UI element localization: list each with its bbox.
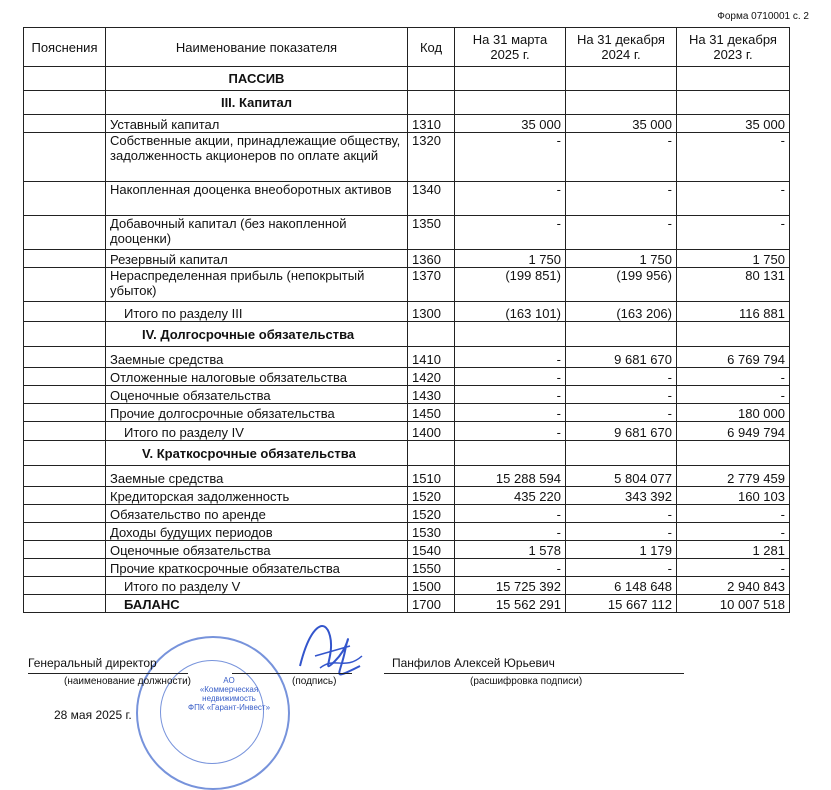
cell-code: 1430 — [408, 386, 455, 404]
cell-code: 1370 — [408, 268, 455, 302]
cell-code: 1420 — [408, 368, 455, 386]
cell-v2: 35 000 — [566, 115, 677, 133]
col-date-1: На 31 марта 2025 г. — [455, 28, 566, 67]
position-caption: (наименование должности) — [64, 676, 192, 687]
signer-name: Панфилов Алексей Юрьевич — [392, 656, 555, 670]
passive-title: ПАССИВ — [106, 67, 408, 91]
cell-v1: 15 725 392 — [455, 577, 566, 595]
cell-v3: 6 949 794 — [677, 422, 790, 441]
cell-name: Резервный капитал — [106, 250, 408, 268]
row-1420 — [24, 368, 790, 386]
signature-scribble — [290, 606, 370, 686]
name-caption: (расшифровка подписи) — [470, 676, 583, 687]
row-1350 — [24, 216, 790, 250]
cell-v2: 1 750 — [566, 250, 677, 268]
row-1430 — [24, 386, 790, 404]
cell-code: 1510 — [408, 466, 455, 487]
cell-v1: - — [455, 182, 566, 216]
cell-v1: 15 562 291 — [455, 595, 566, 613]
signing-date: 28 мая 2025 г. — [54, 708, 132, 722]
liabilities-table — [23, 27, 790, 613]
cell-v1: 35 000 — [455, 115, 566, 133]
cell-v1: 1 578 — [455, 541, 566, 559]
row-1520-lease — [24, 505, 790, 523]
row-1400 — [24, 422, 790, 441]
name-line — [384, 673, 684, 674]
cell-code: 1530 — [408, 523, 455, 541]
cell-code: 1450 — [408, 404, 455, 422]
cell-v1: 15 288 594 — [455, 466, 566, 487]
row-1300 — [24, 302, 790, 322]
cell-v3: 180 000 — [677, 404, 790, 422]
cell-v3: 80 131 — [677, 268, 790, 302]
cell-v3: - — [677, 386, 790, 404]
cell-v1: (199 851) — [455, 268, 566, 302]
cell-v2: 15 667 112 — [566, 595, 677, 613]
form-number: Форма 0710001 с. 2 — [717, 11, 809, 22]
col-date-3: На 31 декабря 2023 г. — [677, 28, 790, 67]
cell-v3: 6 769 794 — [677, 347, 790, 368]
cell-code: 1310 — [408, 115, 455, 133]
cell-name: Прочие долгосрочные обязательства — [106, 404, 408, 422]
cell-v1: - — [455, 347, 566, 368]
cell-v3: - — [677, 505, 790, 523]
cell-code: 1360 — [408, 250, 455, 268]
cell-name: Заемные средства — [106, 466, 408, 487]
cell-v3: 160 103 — [677, 487, 790, 505]
cell-v2: - — [566, 559, 677, 577]
cell-v3: - — [677, 559, 790, 577]
cell-v2: 343 392 — [566, 487, 677, 505]
col-date-2: На 31 декабря 2024 г. — [566, 28, 677, 67]
cell-v3: 1 281 — [677, 541, 790, 559]
cell-code: 1550 — [408, 559, 455, 577]
section-shortterm: V. Краткосрочные обязательства — [106, 441, 408, 466]
passive-title-row — [24, 67, 790, 91]
cell-v2: - — [566, 216, 677, 250]
cell-name: Итого по разделу IV — [106, 422, 408, 441]
cell-v2: (163 206) — [566, 302, 677, 322]
col-name: Наименование показателя — [106, 28, 408, 67]
cell-v1: 435 220 — [455, 487, 566, 505]
cell-name: Итого по разделу III — [106, 302, 408, 322]
cell-v1: 1 750 — [455, 250, 566, 268]
row-1530 — [24, 523, 790, 541]
row-1540 — [24, 541, 790, 559]
cell-name: Прочие краткосрочные обязательства — [106, 559, 408, 577]
cell-v1: - — [455, 559, 566, 577]
cell-v1: - — [455, 505, 566, 523]
cell-v2: - — [566, 133, 677, 182]
section-capital: III. Капитал — [106, 91, 408, 115]
section-shortterm-row — [24, 441, 790, 466]
seal-text: АО «Коммерческая недвижимость ФПК «Гарант-Инвест» — [187, 676, 271, 712]
cell-v3: - — [677, 216, 790, 250]
cell-v3: 10 007 518 — [677, 595, 790, 613]
cell-v2: 5 804 077 — [566, 466, 677, 487]
cell-name: Собственные акции, принадлежащие обществу, задолженность акционеров по оплате акций — [106, 133, 408, 182]
signer-position: Генеральный директор — [28, 656, 157, 670]
cell-v2: 1 179 — [566, 541, 677, 559]
row-1360 — [24, 250, 790, 268]
cell-v1: - — [455, 422, 566, 441]
cell-name: Обязательство по аренде — [106, 505, 408, 523]
cell-v3: - — [677, 133, 790, 182]
cell-v2: - — [566, 523, 677, 541]
cell-name: Заемные средства — [106, 347, 408, 368]
cell-v3: 116 881 — [677, 302, 790, 322]
row-1340 — [24, 182, 790, 216]
cell-name: Оценочные обязательства — [106, 541, 408, 559]
cell-v1: - — [455, 404, 566, 422]
cell-code: 1700 — [408, 595, 455, 613]
cell-code: 1540 — [408, 541, 455, 559]
cell-code: 1340 — [408, 182, 455, 216]
row-1370 — [24, 268, 790, 302]
section-longterm: IV. Долгосрочные обязательства — [106, 322, 408, 347]
cell-code: 1400 — [408, 422, 455, 441]
row-1700 — [24, 595, 790, 613]
cell-v3: 2 779 459 — [677, 466, 790, 487]
row-1450 — [24, 404, 790, 422]
cell-code: 1320 — [408, 133, 455, 182]
row-1410 — [24, 347, 790, 368]
cell-code: 1500 — [408, 577, 455, 595]
section-longterm-row — [24, 322, 790, 347]
cell-code: 1300 — [408, 302, 455, 322]
cell-v2: 6 148 648 — [566, 577, 677, 595]
row-1310 — [24, 115, 790, 133]
cell-name: Кредиторская задолженность — [106, 487, 408, 505]
row-1500 — [24, 577, 790, 595]
cell-v2: 9 681 670 — [566, 347, 677, 368]
cell-v3: 1 750 — [677, 250, 790, 268]
cell-v1: (163 101) — [455, 302, 566, 322]
header-row — [24, 28, 790, 67]
cell-name: Итого по разделу V — [106, 577, 408, 595]
sign-line — [232, 673, 352, 674]
cell-v3: 35 000 — [677, 115, 790, 133]
cell-name: Нераспределенная прибыль (непокрытый убыток) — [106, 268, 408, 302]
cell-v1: - — [455, 386, 566, 404]
cell-v2: - — [566, 505, 677, 523]
cell-name: Накопленная дооценка внеоборотных активов — [106, 182, 408, 216]
col-explanations: Пояснения — [24, 28, 106, 67]
company-seal — [136, 636, 290, 790]
row-1520 — [24, 487, 790, 505]
row-1510 — [24, 466, 790, 487]
cell-name: Добавочный капитал (без накопленной дооценки) — [106, 216, 408, 250]
row-1320 — [24, 133, 790, 182]
cell-v2: - — [566, 182, 677, 216]
cell-v2: - — [566, 404, 677, 422]
cell-v2: (199 956) — [566, 268, 677, 302]
cell-v3: - — [677, 182, 790, 216]
position-line — [28, 673, 188, 674]
cell-name: БАЛАНС — [106, 595, 408, 613]
cell-v1: - — [455, 133, 566, 182]
cell-v3: 2 940 843 — [677, 577, 790, 595]
cell-code: 1350 — [408, 216, 455, 250]
cell-name: Доходы будущих периодов — [106, 523, 408, 541]
cell-name: Уставный капитал — [106, 115, 408, 133]
col-code: Код — [408, 28, 455, 67]
cell-code: 1410 — [408, 347, 455, 368]
cell-v2: - — [566, 386, 677, 404]
cell-v2: - — [566, 368, 677, 386]
cell-v2: 9 681 670 — [566, 422, 677, 441]
cell-code: 1520 — [408, 505, 455, 523]
row-1550 — [24, 559, 790, 577]
sign-caption: (подпись) — [292, 676, 337, 687]
cell-v1: - — [455, 216, 566, 250]
cell-name: Отложенные налоговые обязательства — [106, 368, 408, 386]
cell-v1: - — [455, 368, 566, 386]
cell-v3: - — [677, 368, 790, 386]
section-capital-row — [24, 91, 790, 115]
cell-v3: - — [677, 523, 790, 541]
cell-name: Оценочные обязательства — [106, 386, 408, 404]
cell-code: 1520 — [408, 487, 455, 505]
cell-v1: - — [455, 523, 566, 541]
